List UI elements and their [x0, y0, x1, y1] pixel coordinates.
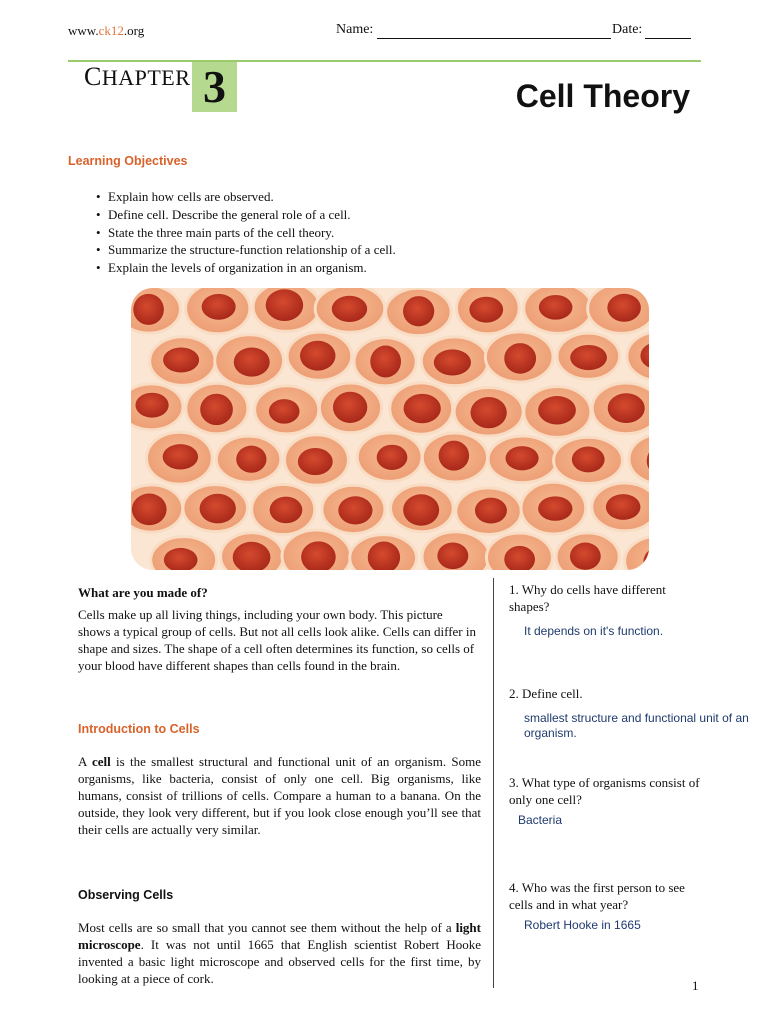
cell-nucleus: [135, 393, 168, 418]
page-title: Cell Theory: [515, 78, 690, 114]
question-1: 1. Why do cells have different shapes?: [509, 582, 666, 614]
cell-nucleus: [539, 295, 573, 320]
intro-heading: Introduction to Cells: [78, 722, 200, 736]
cell-nucleus: [437, 543, 468, 570]
cell-nucleus: [404, 394, 441, 423]
question-3: 3. What type of organisms consist of only one cell?: [509, 775, 700, 807]
cell-nucleus: [266, 289, 304, 321]
date-label: Date:: [612, 22, 643, 37]
cells-micrograph: [131, 288, 649, 570]
cell-nucleus: [370, 346, 401, 378]
name-field-line[interactable]: [377, 38, 611, 39]
answer-2[interactable]: smallest structure and functional unit of an organism.: [524, 711, 749, 740]
chapter-label: CHAPTER: [84, 62, 191, 91]
observing-paragraph: Most cells are so small that you cannot see them without the help of a light microscope. It was not until 1665 that English scientist Robert Hooke invented a basic light microscope and observed cells for the first time, by looking at a piece of cork.: [78, 920, 481, 986]
objective-item: • Explain the levels of organization in an organism.: [96, 259, 396, 277]
cell-nucleus: [538, 496, 572, 520]
date-field-line[interactable]: [645, 38, 691, 39]
cell-nucleus: [332, 296, 367, 322]
name-label: Name:: [336, 22, 374, 37]
cell-nucleus: [439, 441, 469, 471]
chapter-number: 3: [192, 62, 237, 112]
cell-nucleus: [298, 448, 333, 475]
cell-nucleus: [234, 347, 270, 376]
page-number: 1: [692, 978, 699, 993]
cell-nucleus: [608, 393, 645, 423]
cell-nucleus: [538, 396, 576, 424]
answer-4[interactable]: Robert Hooke in 1665: [524, 918, 641, 932]
objectives-list: [96, 188, 396, 277]
objective-item: • State the three main parts of the cell theory.: [96, 224, 396, 242]
answer-3[interactable]: Bacteria: [518, 813, 563, 827]
objective-item: • Explain how cells are observed.: [96, 188, 396, 206]
cell-definition-paragraph: A cell is the smallest structural and functional unit of an organism. Some organisms, like bacteria, consist of only one cell. Big organisms, like humans, consist of trillions of cells. Compare a human to a banana. On the outside, they look very different, but if you look close enough you’ll see that their cells are actually very similar.: [78, 754, 481, 837]
cell-nucleus: [270, 497, 303, 524]
cell-nucleus: [434, 349, 471, 375]
cell-nucleus: [202, 294, 236, 320]
question-2: 2. Define cell.: [509, 686, 583, 701]
column-divider: [493, 578, 494, 988]
cell-nucleus: [570, 345, 607, 370]
cell-nucleus: [607, 294, 641, 322]
cell-nucleus: [338, 496, 372, 524]
cell-nucleus: [572, 447, 605, 473]
cell-nucleus: [506, 446, 539, 470]
question-heading: What are you made of?: [78, 585, 208, 600]
cells-micrograph-drawing: [131, 288, 649, 570]
objectives-heading: Learning Objectives: [68, 154, 188, 168]
cell-nucleus: [163, 347, 199, 372]
cell-nucleus: [403, 494, 439, 525]
cell-nucleus: [377, 445, 408, 470]
cell-nucleus: [475, 498, 507, 524]
cell-nucleus: [133, 294, 164, 325]
cell-nucleus: [200, 494, 236, 524]
cell-nucleus: [504, 343, 536, 374]
answer-1[interactable]: It depends on it's function.: [524, 624, 664, 638]
observing-heading: Observing Cells: [78, 888, 174, 902]
cell-nucleus: [200, 394, 233, 425]
objective-item: • Summarize the structure-function relationship of a cell.: [96, 241, 396, 259]
cell-nucleus: [236, 446, 266, 473]
question-4: 4. Who was the first person to see cells and in what year?: [509, 880, 685, 912]
intro-paragraph: Cells make up all living things, including your own body. This picture shows a typical group of cells. But not all cells look alike. Cells can differ in shape and sizes. The shape of a cell often determines its function, so cells of your blood have different shapes than cells found in the brain.: [78, 607, 476, 673]
cell-nucleus: [570, 543, 601, 570]
cell-nucleus: [471, 397, 507, 428]
objective-item: • Define cell. Describe the general role of a cell.: [96, 206, 396, 224]
cell-term: cell: [91, 754, 111, 769]
cell-nucleus: [333, 392, 367, 423]
cell-nucleus: [300, 341, 335, 371]
cell-nucleus: [132, 494, 167, 526]
cell-nucleus: [403, 296, 434, 326]
cell-nucleus: [606, 494, 641, 520]
cell-nucleus: [269, 399, 300, 424]
cell-nucleus: [163, 444, 198, 469]
microscope-term: light microscope: [78, 920, 481, 952]
site-url: www.ck12.org: [68, 23, 145, 38]
cell-nucleus: [469, 297, 503, 323]
